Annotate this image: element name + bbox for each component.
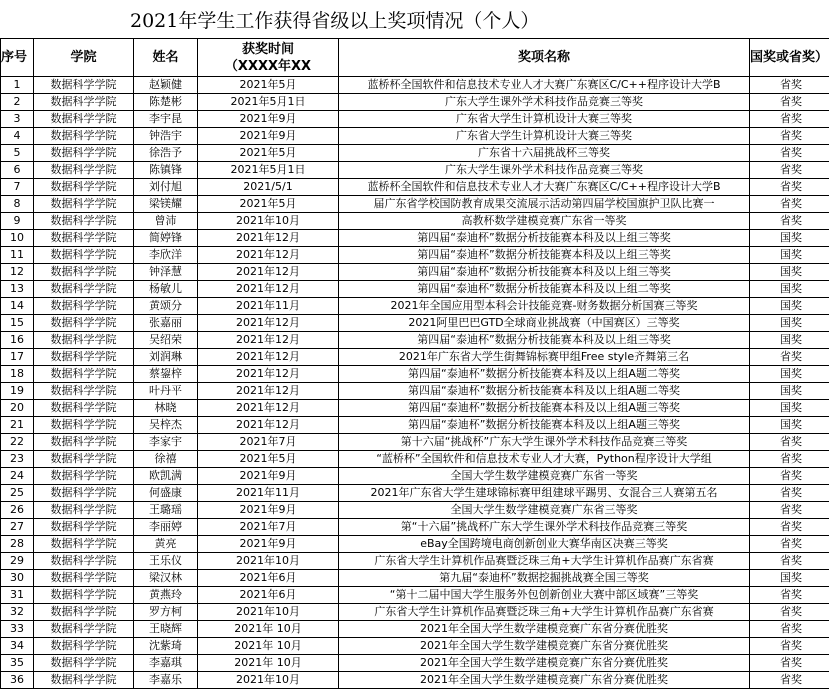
name-cell[interactable]: 李家宇 xyxy=(134,434,198,451)
college-cell[interactable]: 数据科学学院 xyxy=(34,264,134,281)
award-level-cell[interactable]: 省奖 xyxy=(750,536,829,553)
header-college[interactable]: 学院 xyxy=(34,39,134,77)
award-time-cell[interactable]: 2021年11月 xyxy=(198,298,339,315)
name-cell[interactable]: 刘付旭 xyxy=(134,179,198,196)
table-row xyxy=(1,638,829,655)
award-time-cell[interactable]: 2021年12月 xyxy=(198,230,339,247)
college-cell[interactable]: 数据科学学院 xyxy=(34,145,134,162)
award-time-cell[interactable]: 2021年12月 xyxy=(198,400,339,417)
table-row xyxy=(1,400,829,417)
table-row xyxy=(1,434,829,451)
table-row xyxy=(1,672,829,689)
college-cell[interactable]: 数据科学学院 xyxy=(34,519,134,536)
award-name-cell[interactable]: 高教杯数学建模竞赛广东省一等奖 xyxy=(339,213,750,230)
name-cell[interactable]: 吴梓杰 xyxy=(134,417,198,434)
college-cell[interactable]: 数据科学学院 xyxy=(34,77,134,94)
table-row xyxy=(1,502,829,519)
award-time-cell[interactable]: 2021年12月 xyxy=(198,417,339,434)
award-time-cell[interactable]: 2021年12月 xyxy=(198,366,339,383)
award-level-cell[interactable]: 省奖 xyxy=(750,672,829,689)
table-row xyxy=(1,587,829,604)
row-number[interactable]: 3 xyxy=(1,111,34,128)
college-cell[interactable]: 数据科学学院 xyxy=(34,638,134,655)
award-time-cell[interactable]: 2021年6月 xyxy=(198,587,339,604)
name-cell[interactable]: 刘润琳 xyxy=(134,349,198,366)
row-number[interactable]: 8 xyxy=(1,196,34,213)
college-cell[interactable]: 数据科学学院 xyxy=(34,315,134,332)
award-name-cell[interactable]: 全国大学生数学建模竞赛广东省三等奖 xyxy=(339,502,750,519)
name-cell[interactable]: 黄亮 xyxy=(134,536,198,553)
name-cell[interactable]: 林晓 xyxy=(134,400,198,417)
name-cell[interactable]: 简婷锋 xyxy=(134,230,198,247)
header-level[interactable]: 国奖或省奖） xyxy=(750,39,829,77)
row-number[interactable]: 13 xyxy=(1,281,34,298)
award-level-cell[interactable]: 国奖 xyxy=(750,281,829,298)
award-name-cell[interactable]: 第四届“泰迪杯”数据分析技能赛本科及以上组三等奖 xyxy=(339,264,750,281)
name-cell[interactable]: 黄颂分 xyxy=(134,298,198,315)
award-time-cell[interactable]: 2021年9月 xyxy=(198,502,339,519)
college-cell[interactable]: 数据科学学院 xyxy=(34,94,134,111)
award-level-cell[interactable]: 省奖 xyxy=(750,485,829,502)
college-cell[interactable]: 数据科学学院 xyxy=(34,417,134,434)
award-name-cell[interactable]: 2021年全国应用型本科会计技能竞赛-财务数据分析国赛三等奖 xyxy=(339,298,750,315)
award-time-cell[interactable]: 2021年12月 xyxy=(198,315,339,332)
college-cell[interactable]: 数据科学学院 xyxy=(34,570,134,587)
award-level-cell[interactable]: 国奖 xyxy=(750,366,829,383)
name-cell[interactable]: 罗方柯 xyxy=(134,604,198,621)
name-cell[interactable]: 王乐仪 xyxy=(134,553,198,570)
row-number[interactable]: 20 xyxy=(1,400,34,417)
award-time-cell[interactable]: 2021年7月 xyxy=(198,519,339,536)
name-cell[interactable]: 张嘉丽 xyxy=(134,315,198,332)
awards-table-container xyxy=(0,38,829,697)
award-name-cell[interactable]: 第四届“泰迪杯”数据分析技能赛本科及以上组三等奖 xyxy=(339,230,750,247)
college-cell[interactable]: 数据科学学院 xyxy=(34,655,134,672)
row-number[interactable]: 24 xyxy=(1,468,34,485)
table-row xyxy=(1,366,829,383)
award-level-cell[interactable]: 国奖 xyxy=(750,230,829,247)
award-time-cell[interactable]: 2021年12月 xyxy=(198,383,339,400)
award-time-cell[interactable]: 2021年12月 xyxy=(198,264,339,281)
award-time-cell[interactable]: 2021年11月 xyxy=(198,485,339,502)
award-level-cell[interactable]: 省奖 xyxy=(750,128,829,145)
award-level-cell[interactable]: 省奖 xyxy=(750,553,829,570)
award-time-cell[interactable]: 2021年12月 xyxy=(198,332,339,349)
award-name-cell[interactable]: 广东省大学生计算机设计大赛三等奖 xyxy=(339,111,750,128)
award-name-cell[interactable]: 2021年广东省大学生建球锦标赛甲组建球平踢男、女混合三人赛第五名 xyxy=(339,485,750,502)
name-cell[interactable]: 何盛康 xyxy=(134,485,198,502)
award-level-cell[interactable]: 省奖 xyxy=(750,502,829,519)
table-row xyxy=(1,77,829,94)
college-cell[interactable]: 数据科学学院 xyxy=(34,468,134,485)
award-level-cell[interactable]: 国奖 xyxy=(750,332,829,349)
college-cell[interactable]: 数据科学学院 xyxy=(34,485,134,502)
college-cell[interactable]: 数据科学学院 xyxy=(34,298,134,315)
table-row xyxy=(1,298,829,315)
sheet-title[interactable]: 2021年学生工作获得省级以上奖项情况（个人） xyxy=(130,10,540,32)
header-row xyxy=(1,39,829,77)
table-row xyxy=(1,536,829,553)
table-row xyxy=(1,264,829,281)
award-name-cell[interactable]: “第十二届中国大学生服务外包创新创业大赛中部区域赛”三等奖 xyxy=(339,587,750,604)
table-row xyxy=(1,94,829,111)
award-level-cell[interactable]: 国奖 xyxy=(750,315,829,332)
award-level-cell[interactable]: 省奖 xyxy=(750,145,829,162)
award-time-cell[interactable]: 2021年10月 xyxy=(198,213,339,230)
award-level-cell[interactable]: 省奖 xyxy=(750,655,829,672)
college-cell[interactable]: 数据科学学院 xyxy=(34,179,134,196)
award-name-cell[interactable]: 第四届“泰迪杯”数据分析技能赛本科及以上组三等奖 xyxy=(339,332,750,349)
header-no[interactable]: 序号 xyxy=(1,39,34,77)
row-number[interactable]: 18 xyxy=(1,366,34,383)
table-row xyxy=(1,349,829,366)
table-row xyxy=(1,417,829,434)
name-cell[interactable]: 欧凯满 xyxy=(134,468,198,485)
row-number[interactable]: 25 xyxy=(1,485,34,502)
row-number[interactable]: 22 xyxy=(1,434,34,451)
award-level-cell[interactable]: 国奖 xyxy=(750,417,829,434)
award-time-cell[interactable]: 2021年12月 xyxy=(198,281,339,298)
award-name-cell[interactable]: 2021年广东省大学生街舞锦标赛甲组Free style齐舞第三名 xyxy=(339,349,750,366)
row-number[interactable]: 21 xyxy=(1,417,34,434)
table-row xyxy=(1,145,829,162)
table-row xyxy=(1,519,829,536)
row-number[interactable]: 36 xyxy=(1,672,34,689)
award-level-cell[interactable]: 省奖 xyxy=(750,451,829,468)
table-row xyxy=(1,179,829,196)
award-name-cell[interactable]: 广东省大学生计算机设计大赛三等奖 xyxy=(339,128,750,145)
award-name-cell[interactable]: “蓝桥杯”全国软件和信息技术专业人才大赛，Python程序设计大学组 xyxy=(339,451,750,468)
college-cell[interactable]: 数据科学学院 xyxy=(34,383,134,400)
award-level-cell[interactable]: 省奖 xyxy=(750,587,829,604)
college-cell[interactable]: 数据科学学院 xyxy=(34,332,134,349)
award-time-cell[interactable]: 2021年5月1日 xyxy=(198,162,339,179)
table-row xyxy=(1,553,829,570)
award-level-cell[interactable]: 省奖 xyxy=(750,519,829,536)
award-level-cell[interactable]: 国奖 xyxy=(750,570,829,587)
row-number[interactable]: 9 xyxy=(1,213,34,230)
table-row xyxy=(1,196,829,213)
table-row xyxy=(1,281,829,298)
row-number[interactable]: 28 xyxy=(1,536,34,553)
college-cell[interactable]: 数据科学学院 xyxy=(34,366,134,383)
college-cell[interactable]: 数据科学学院 xyxy=(34,196,134,213)
name-cell[interactable]: 李宇昆 xyxy=(134,111,198,128)
table-row xyxy=(1,485,829,502)
award-name-cell[interactable]: eBay全国跨境电商创新创业大赛华南区决赛三等奖 xyxy=(339,536,750,553)
award-level-cell[interactable]: 省奖 xyxy=(750,468,829,485)
award-name-cell[interactable]: 蓝桥杯全国软件和信息技术专业人才大赛广东赛区C/C++程序设计大学B xyxy=(339,77,750,94)
name-cell[interactable]: 钟泽慧 xyxy=(134,264,198,281)
award-time-cell[interactable]: 2021年9月 xyxy=(198,128,339,145)
award-time-cell[interactable]: 2021年5月 xyxy=(198,196,339,213)
header-time-line2: （XXXX年XX xyxy=(224,58,312,74)
college-cell[interactable]: 数据科学学院 xyxy=(34,281,134,298)
table-row xyxy=(1,621,829,638)
row-number[interactable]: 15 xyxy=(1,315,34,332)
award-level-cell[interactable]: 省奖 xyxy=(750,94,829,111)
award-level-cell[interactable]: 省奖 xyxy=(750,349,829,366)
header-time[interactable] xyxy=(198,39,339,77)
name-cell[interactable]: 杨敏儿 xyxy=(134,281,198,298)
college-cell[interactable]: 数据科学学院 xyxy=(34,111,134,128)
award-name-cell[interactable]: 广东大学生课外学术科技作品竞赛三等奖 xyxy=(339,94,750,111)
name-cell[interactable]: 徐禧 xyxy=(134,451,198,468)
award-level-cell[interactable]: 省奖 xyxy=(750,179,829,196)
college-cell[interactable]: 数据科学学院 xyxy=(34,536,134,553)
row-number[interactable]: 34 xyxy=(1,638,34,655)
award-name-cell[interactable]: 第四届“泰迪杯”数据分析技能赛本科及以上组二等奖 xyxy=(339,281,750,298)
row-number[interactable]: 16 xyxy=(1,332,34,349)
name-cell[interactable]: 沈紫琦 xyxy=(134,638,198,655)
row-number[interactable]: 32 xyxy=(1,604,34,621)
row-number[interactable]: 23 xyxy=(1,451,34,468)
row-number[interactable]: 33 xyxy=(1,621,34,638)
award-level-cell[interactable]: 省奖 xyxy=(750,213,829,230)
award-level-cell[interactable]: 国奖 xyxy=(750,400,829,417)
award-name-cell[interactable]: 2021年全国大学生数学建模竞赛广东省分赛优胜奖 xyxy=(339,655,750,672)
table-row xyxy=(1,162,829,179)
award-name-cell[interactable]: 广东省十六届挑战杯三等奖 xyxy=(339,145,750,162)
award-time-cell[interactable]: 2021年12月 xyxy=(198,247,339,264)
table-row xyxy=(1,111,829,128)
header-time-line1: 获奖时间 xyxy=(241,41,294,57)
award-time-cell[interactable]: 2021年 10月 xyxy=(198,621,339,638)
award-name-cell[interactable]: 第四届“泰迪杯”数据分析技能赛本科及以上组三等奖 xyxy=(339,247,750,264)
award-time-cell[interactable]: 2021/5/1 xyxy=(198,179,339,196)
award-name-cell[interactable]: 2021阿里巴巴GTD全球商业挑战赛（中国赛区）三等奖 xyxy=(339,315,750,332)
table-row xyxy=(1,383,829,400)
name-cell[interactable]: 徐浩予 xyxy=(134,145,198,162)
table-row xyxy=(1,604,829,621)
college-cell[interactable]: 数据科学学院 xyxy=(34,587,134,604)
name-cell[interactable]: 李欣洋 xyxy=(134,247,198,264)
table-row xyxy=(1,230,829,247)
table-row xyxy=(1,468,829,485)
award-name-cell[interactable]: 第十六届“挑战杯”广东大学生课外学术科技作品竞赛三等奖 xyxy=(339,434,750,451)
college-cell[interactable]: 数据科学学院 xyxy=(34,349,134,366)
table-row xyxy=(1,570,829,587)
row-number[interactable]: 31 xyxy=(1,587,34,604)
name-cell[interactable]: 曾沛 xyxy=(134,213,198,230)
row-number[interactable]: 11 xyxy=(1,247,34,264)
table-row xyxy=(1,128,829,145)
name-cell[interactable]: 陈镇锋 xyxy=(134,162,198,179)
row-number[interactable]: 26 xyxy=(1,502,34,519)
row-number[interactable]: 27 xyxy=(1,519,34,536)
award-level-cell[interactable]: 省奖 xyxy=(750,638,829,655)
award-level-cell[interactable]: 国奖 xyxy=(750,247,829,264)
name-cell[interactable]: 叶丹平 xyxy=(134,383,198,400)
award-time-cell[interactable]: 2021年5月1日 xyxy=(198,94,339,111)
row-number[interactable]: 29 xyxy=(1,553,34,570)
row-number[interactable]: 6 xyxy=(1,162,34,179)
name-cell[interactable]: 吴绍荣 xyxy=(134,332,198,349)
award-time-cell[interactable]: 2021年10月 xyxy=(198,604,339,621)
award-name-cell[interactable]: 第四届“泰迪杯”数据分析技能赛本科及以上组A题三等奖 xyxy=(339,400,750,417)
award-level-cell[interactable]: 省奖 xyxy=(750,621,829,638)
award-name-cell[interactable]: 2021年全国大学生数学建模竞赛广东省分赛优胜奖 xyxy=(339,672,750,689)
table-row xyxy=(1,332,829,349)
award-name-cell[interactable]: 第四届“泰迪杯”数据分析技能赛本科及以上组A题三等奖 xyxy=(339,417,750,434)
award-name-cell[interactable]: 2021年全国大学生数学建模竞赛广东省分赛优胜奖 xyxy=(339,621,750,638)
header-name[interactable]: 姓名 xyxy=(134,39,198,77)
award-name-cell[interactable]: 第四届“泰迪杯”数据分析技能赛本科及以上组A题二等奖 xyxy=(339,366,750,383)
name-cell[interactable]: 陈楚彬 xyxy=(134,94,198,111)
award-time-cell[interactable]: 2021年 10月 xyxy=(198,638,339,655)
award-name-cell[interactable]: 全国大学生数学建模竞赛广东省一等奖 xyxy=(339,468,750,485)
row-number[interactable]: 4 xyxy=(1,128,34,145)
college-cell[interactable]: 数据科学学院 xyxy=(34,672,134,689)
name-cell[interactable]: 梁汉林 xyxy=(134,570,198,587)
awards-table xyxy=(0,38,829,689)
row-number[interactable]: 7 xyxy=(1,179,34,196)
name-cell[interactable]: 梁镁耀 xyxy=(134,196,198,213)
award-level-cell[interactable]: 国奖 xyxy=(750,264,829,281)
award-time-cell[interactable]: 2021年10月 xyxy=(198,672,339,689)
name-cell[interactable]: 钟浩宇 xyxy=(134,128,198,145)
name-cell[interactable]: 黄燕玲 xyxy=(134,587,198,604)
award-level-cell[interactable]: 省奖 xyxy=(750,434,829,451)
name-cell[interactable]: 王晓辉 xyxy=(134,621,198,638)
college-cell[interactable]: 数据科学学院 xyxy=(34,400,134,417)
award-time-cell[interactable]: 2021年12月 xyxy=(198,349,339,366)
college-cell[interactable]: 数据科学学院 xyxy=(34,434,134,451)
college-cell[interactable]: 数据科学学院 xyxy=(34,128,134,145)
table-row xyxy=(1,315,829,332)
award-time-cell[interactable]: 2021年9月 xyxy=(198,468,339,485)
row-number[interactable]: 14 xyxy=(1,298,34,315)
award-time-cell[interactable]: 2021年7月 xyxy=(198,434,339,451)
row-number[interactable]: 12 xyxy=(1,264,34,281)
row-number[interactable]: 35 xyxy=(1,655,34,672)
row-number[interactable]: 19 xyxy=(1,383,34,400)
header-award[interactable]: 奖项名称 xyxy=(339,39,750,77)
award-name-cell[interactable]: 届广东省学校国防教育成果交流展示活动第四届学校国旗护卫队比赛一 xyxy=(339,196,750,213)
award-name-cell[interactable]: 第“十六届”挑战杯广东大学生课外学术科技作品竞赛三等奖 xyxy=(339,519,750,536)
award-level-cell[interactable]: 省奖 xyxy=(750,77,829,94)
name-cell[interactable]: 蔡鋆梓 xyxy=(134,366,198,383)
table-row xyxy=(1,247,829,264)
award-level-cell[interactable]: 国奖 xyxy=(750,298,829,315)
award-time-cell[interactable]: 2021年5月 xyxy=(198,77,339,94)
college-cell[interactable]: 数据科学学院 xyxy=(34,247,134,264)
award-name-cell[interactable]: 广东省大学生计算机作品赛暨泛珠三角+大学生计算机作品赛广东省赛 xyxy=(339,553,750,570)
table-row xyxy=(1,451,829,468)
award-level-cell[interactable]: 省奖 xyxy=(750,604,829,621)
award-name-cell[interactable]: 广东大学生课外学术科技作品竞赛三等奖 xyxy=(339,162,750,179)
award-time-cell[interactable]: 2021年10月 xyxy=(198,553,339,570)
award-time-cell[interactable]: 2021年6月 xyxy=(198,570,339,587)
name-cell[interactable]: 李丽婷 xyxy=(134,519,198,536)
table-body xyxy=(1,77,829,689)
row-number[interactable]: 1 xyxy=(1,77,34,94)
college-cell[interactable]: 数据科学学院 xyxy=(34,604,134,621)
name-cell[interactable]: 李嘉乐 xyxy=(134,672,198,689)
row-number[interactable]: 30 xyxy=(1,570,34,587)
name-cell[interactable]: 赵颖健 xyxy=(134,77,198,94)
award-level-cell[interactable]: 国奖 xyxy=(750,383,829,400)
college-cell[interactable]: 数据科学学院 xyxy=(34,162,134,179)
row-number[interactable]: 5 xyxy=(1,145,34,162)
row-number[interactable]: 2 xyxy=(1,94,34,111)
award-time-cell[interactable]: 2021年9月 xyxy=(198,536,339,553)
award-name-cell[interactable]: 第四届“泰迪杯”数据分析技能赛本科及以上组A题二等奖 xyxy=(339,383,750,400)
table-row xyxy=(1,655,829,672)
award-level-cell[interactable]: 省奖 xyxy=(750,196,829,213)
college-cell[interactable]: 数据科学学院 xyxy=(34,451,134,468)
row-number[interactable]: 17 xyxy=(1,349,34,366)
award-time-cell[interactable]: 2021年5月 xyxy=(198,145,339,162)
college-cell[interactable]: 数据科学学院 xyxy=(34,553,134,570)
college-cell[interactable]: 数据科学学院 xyxy=(34,230,134,247)
award-name-cell[interactable]: 2021年全国大学生数学建模竞赛广东省分赛优胜奖 xyxy=(339,638,750,655)
award-name-cell[interactable]: 广东省大学生计算机作品赛暨泛珠三角+大学生计算机作品赛广东省赛 xyxy=(339,604,750,621)
college-cell[interactable]: 数据科学学院 xyxy=(34,621,134,638)
name-cell[interactable]: 李嘉琪 xyxy=(134,655,198,672)
award-time-cell[interactable]: 2021年5月 xyxy=(198,451,339,468)
row-number[interactable]: 10 xyxy=(1,230,34,247)
award-time-cell[interactable]: 2021年9月 xyxy=(198,111,339,128)
name-cell[interactable]: 王璐瑶 xyxy=(134,502,198,519)
award-time-cell[interactable]: 2021年 10月 xyxy=(198,655,339,672)
college-cell[interactable]: 数据科学学院 xyxy=(34,213,134,230)
award-name-cell[interactable]: 第九届“泰迪杯”数据挖掘挑战赛全国三等奖 xyxy=(339,570,750,587)
table-row xyxy=(1,213,829,230)
award-name-cell[interactable]: 蓝桥杯全国软件和信息技术专业人才大赛广东赛区C/C++程序设计大学B xyxy=(339,179,750,196)
award-level-cell[interactable]: 省奖 xyxy=(750,111,829,128)
award-level-cell[interactable]: 省奖 xyxy=(750,162,829,179)
college-cell[interactable]: 数据科学学院 xyxy=(34,502,134,519)
